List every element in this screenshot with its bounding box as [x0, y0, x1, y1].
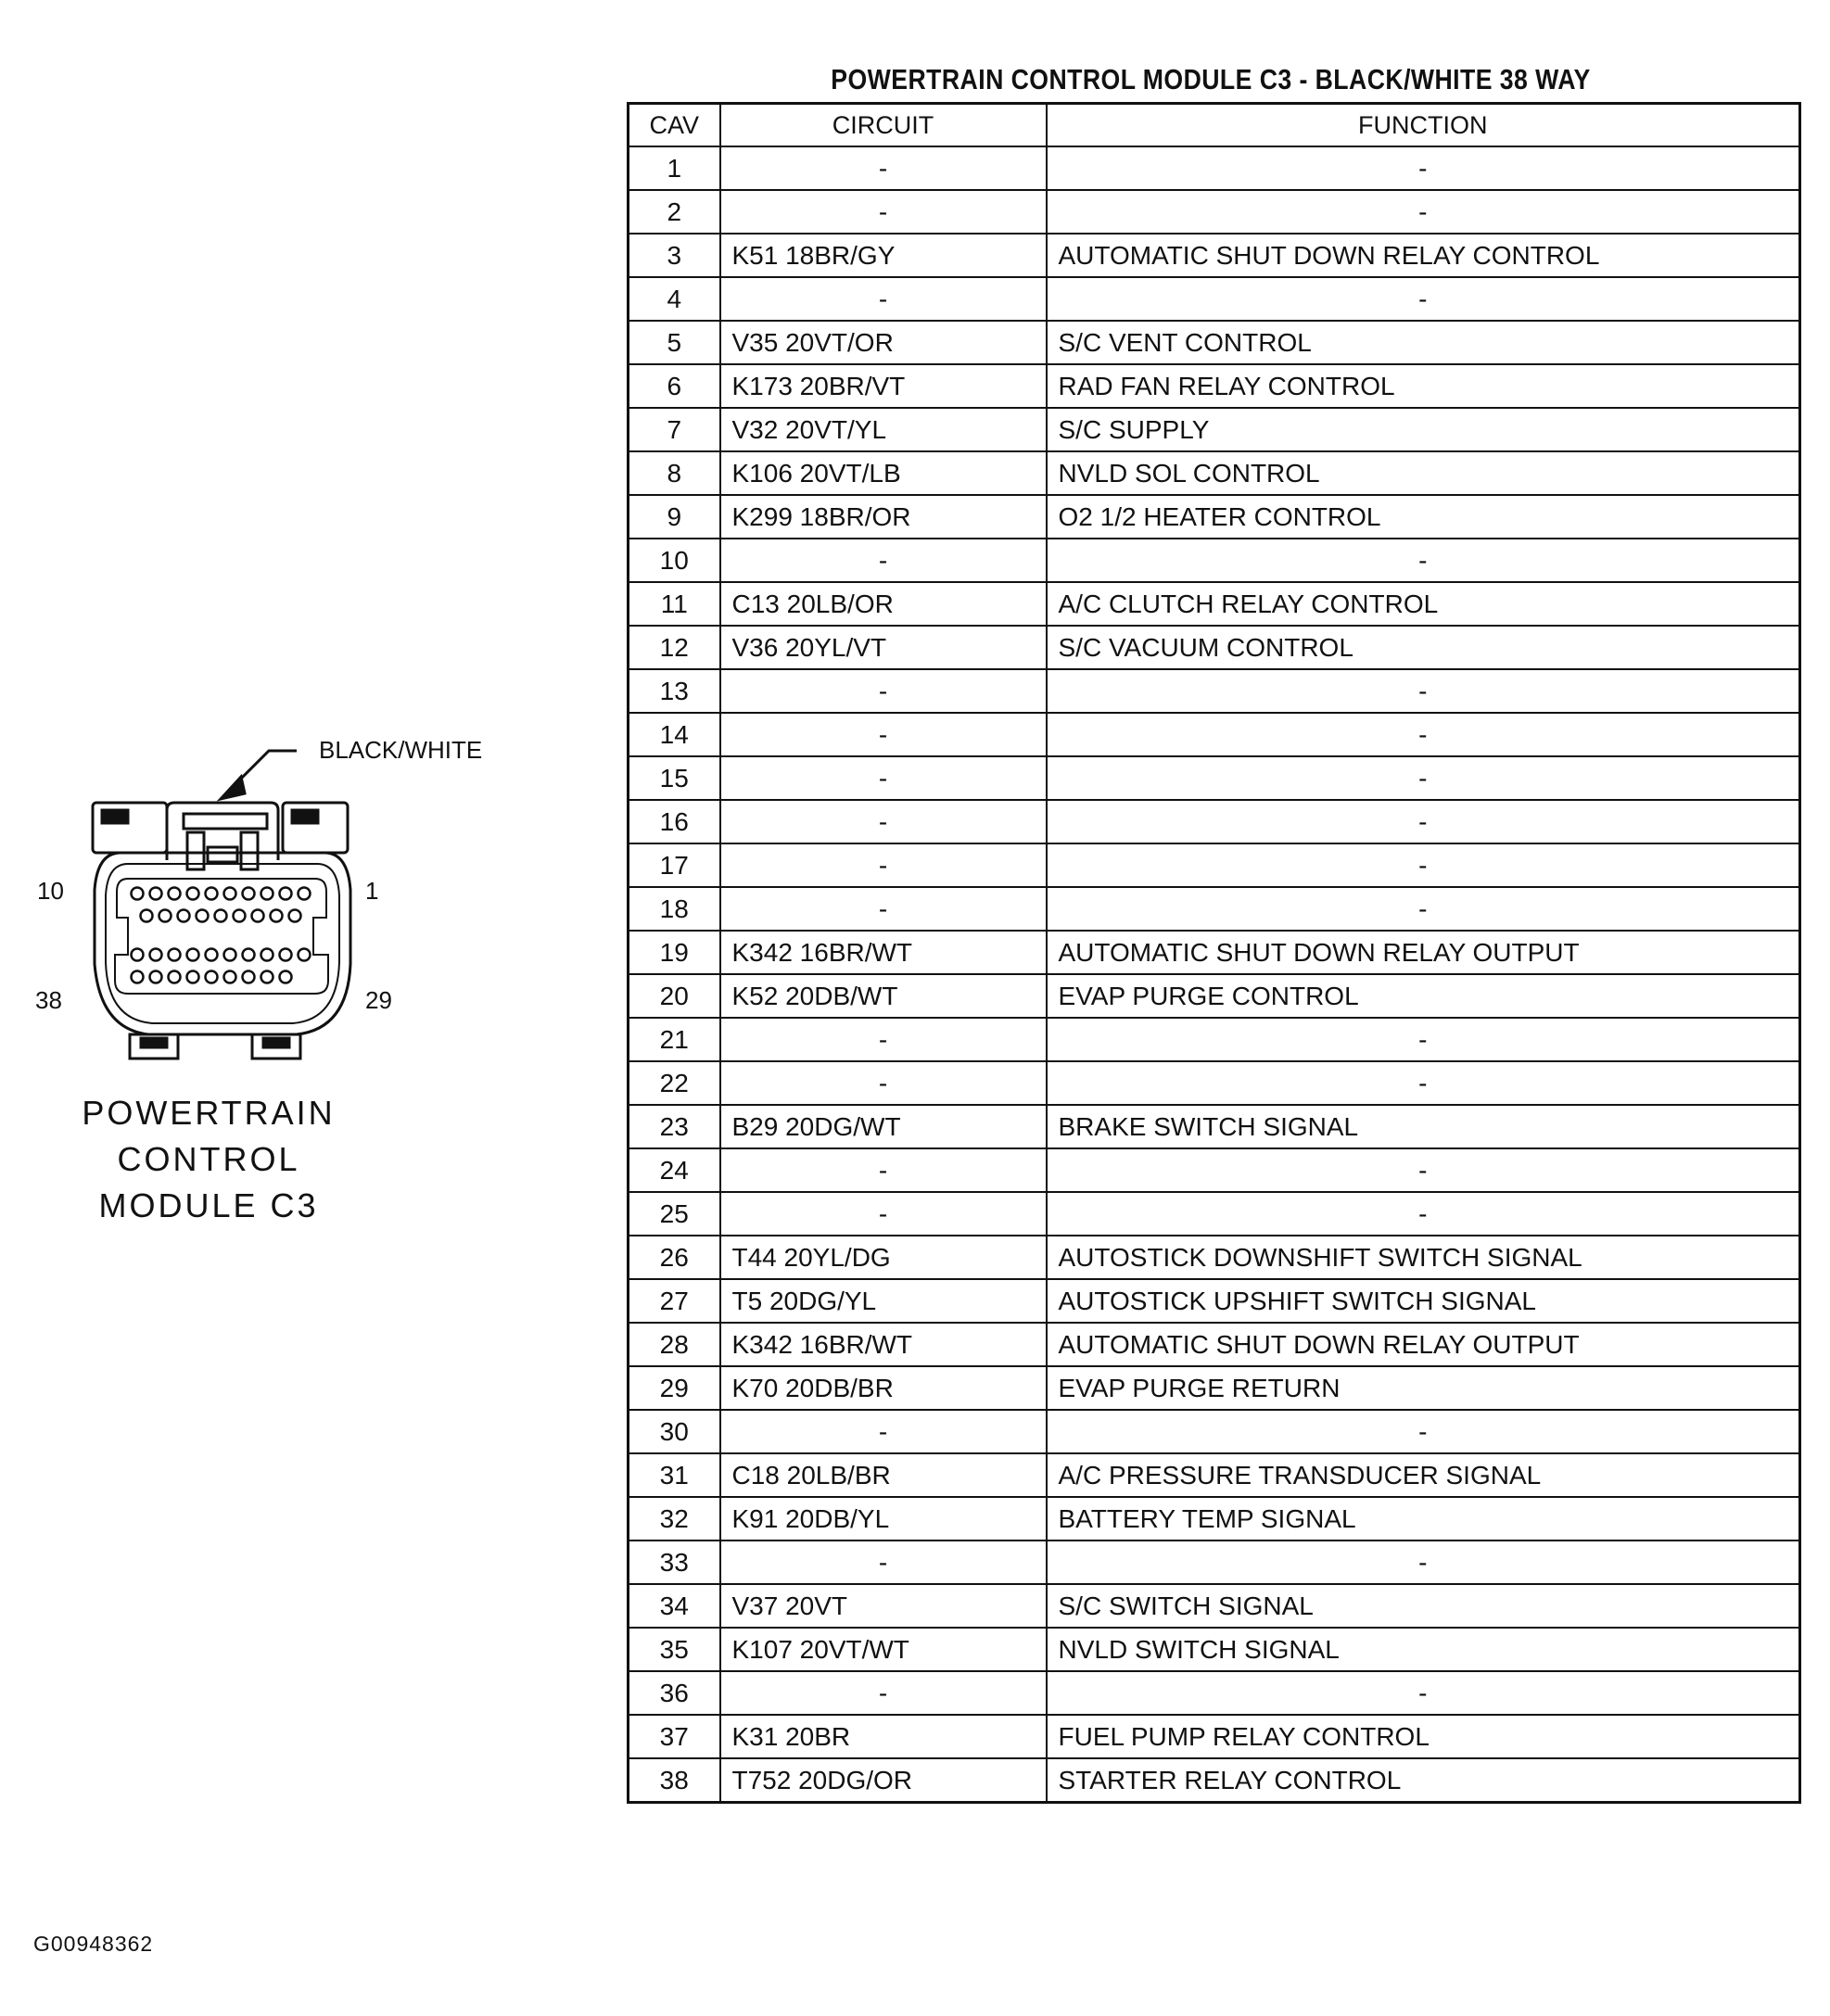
cav-cell: 17 — [629, 843, 720, 887]
function-cell: - — [1047, 146, 1800, 190]
cav-cell: 16 — [629, 800, 720, 843]
table-row — [629, 931, 1800, 974]
pin-dot — [252, 910, 264, 922]
pin-dot — [187, 949, 199, 961]
function-cell: AUTOMATIC SHUT DOWN RELAY OUTPUT — [1047, 1323, 1800, 1366]
table-row — [629, 1366, 1800, 1410]
circuit-cell: - — [720, 1541, 1047, 1584]
cav-cell: 5 — [629, 321, 720, 364]
pin-dot — [224, 888, 236, 900]
circuit-cell: V32 20VT/YL — [720, 408, 1047, 451]
circuit-cell: K31 20BR — [720, 1715, 1047, 1758]
table-row — [629, 582, 1800, 626]
circuit-cell: - — [720, 539, 1047, 582]
pin-dot — [178, 910, 190, 922]
cav-cell: 9 — [629, 495, 720, 539]
circuit-cell: K51 18BR/GY — [720, 234, 1047, 277]
table-row — [629, 1236, 1800, 1279]
cav-cell: 36 — [629, 1671, 720, 1715]
circuit-cell: K299 18BR/OR — [720, 495, 1047, 539]
pin-dot — [150, 971, 162, 983]
table-row — [629, 495, 1800, 539]
function-cell: - — [1047, 1061, 1800, 1105]
table-row — [629, 146, 1800, 190]
function-cell: EVAP PURGE CONTROL — [1047, 974, 1800, 1018]
function-cell: - — [1047, 756, 1800, 800]
cav-cell: 26 — [629, 1236, 720, 1279]
circuit-cell: T44 20YL/DG — [720, 1236, 1047, 1279]
function-cell: FUEL PUMP RELAY CONTROL — [1047, 1715, 1800, 1758]
pin-dot — [261, 888, 273, 900]
cav-cell: 18 — [629, 887, 720, 931]
pin-dot — [224, 949, 236, 961]
table-row — [629, 887, 1800, 931]
table-row — [629, 1061, 1800, 1105]
table-row — [629, 1584, 1800, 1628]
cav-cell: 14 — [629, 713, 720, 756]
pin-dot — [187, 971, 199, 983]
circuit-cell: - — [720, 1671, 1047, 1715]
function-cell: RAD FAN RELAY CONTROL — [1047, 364, 1800, 408]
function-cell: BRAKE SWITCH SIGNAL — [1047, 1105, 1800, 1148]
cav-cell: 29 — [629, 1366, 720, 1410]
cav-cell: 15 — [629, 756, 720, 800]
cav-cell: 19 — [629, 931, 720, 974]
cav-cell: 38 — [629, 1758, 720, 1803]
circuit-cell: - — [720, 277, 1047, 321]
circuit-cell: K52 20DB/WT — [720, 974, 1047, 1018]
function-cell: - — [1047, 1018, 1800, 1061]
circuit-cell: - — [720, 756, 1047, 800]
pin-dot — [206, 888, 218, 900]
function-cell: S/C SWITCH SIGNAL — [1047, 1584, 1800, 1628]
function-cell: S/C VACUUM CONTROL — [1047, 626, 1800, 669]
pin-dot — [224, 971, 236, 983]
cav-cell: 31 — [629, 1453, 720, 1497]
table-row — [629, 1715, 1800, 1758]
cav-cell: 35 — [629, 1628, 720, 1671]
pin-dot — [169, 971, 181, 983]
cav-cell: 13 — [629, 669, 720, 713]
circuit-cell: V35 20VT/OR — [720, 321, 1047, 364]
function-cell: - — [1047, 539, 1800, 582]
function-cell: - — [1047, 843, 1800, 887]
table-row — [629, 364, 1800, 408]
table-row — [629, 1105, 1800, 1148]
table-row — [629, 1279, 1800, 1323]
cav-cell: 24 — [629, 1148, 720, 1192]
pin-label-38: 38 — [35, 986, 62, 1014]
table-row — [629, 974, 1800, 1018]
function-cell: - — [1047, 277, 1800, 321]
pin-label-10: 10 — [37, 877, 64, 905]
pin-dot — [261, 949, 273, 961]
circuit-cell: K342 16BR/WT — [720, 931, 1047, 974]
cav-cell: 10 — [629, 539, 720, 582]
table-row — [629, 234, 1800, 277]
header-cav: CAV — [629, 104, 720, 147]
cav-cell: 28 — [629, 1323, 720, 1366]
callout-arrowhead — [221, 777, 245, 799]
table-row — [629, 1410, 1800, 1453]
function-cell: S/C SUPPLY — [1047, 408, 1800, 451]
circuit-cell: - — [720, 713, 1047, 756]
function-cell: S/C VENT CONTROL — [1047, 321, 1800, 364]
cav-cell: 37 — [629, 1715, 720, 1758]
table-row — [629, 1148, 1800, 1192]
pin-label-29: 29 — [365, 986, 392, 1014]
circuit-cell: K70 20DB/BR — [720, 1366, 1047, 1410]
pin-dot — [197, 910, 209, 922]
circuit-cell: - — [720, 1410, 1047, 1453]
table-header-row — [629, 104, 1800, 147]
cav-cell: 3 — [629, 234, 720, 277]
function-cell: AUTOSTICK UPSHIFT SWITCH SIGNAL — [1047, 1279, 1800, 1323]
function-cell: - — [1047, 800, 1800, 843]
table-row — [629, 843, 1800, 887]
pin-dot — [243, 888, 255, 900]
cav-cell: 2 — [629, 190, 720, 234]
circuit-cell: K106 20VT/LB — [720, 451, 1047, 495]
pin-dot — [243, 949, 255, 961]
table-row — [629, 408, 1800, 451]
table-row — [629, 1628, 1800, 1671]
pin-dot — [132, 949, 144, 961]
pin-dot — [299, 888, 311, 900]
cav-cell: 1 — [629, 146, 720, 190]
function-cell: - — [1047, 713, 1800, 756]
pin-dot — [243, 971, 255, 983]
pin-dot — [280, 888, 292, 900]
table-row — [629, 321, 1800, 364]
cav-cell: 32 — [629, 1497, 720, 1541]
function-cell: BATTERY TEMP SIGNAL — [1047, 1497, 1800, 1541]
circuit-cell: T752 20DG/OR — [720, 1758, 1047, 1803]
table-row — [629, 190, 1800, 234]
pin-dot — [132, 971, 144, 983]
table-row — [629, 756, 1800, 800]
cav-cell: 11 — [629, 582, 720, 626]
function-cell: A/C PRESSURE TRANSDUCER SIGNAL — [1047, 1453, 1800, 1497]
table-row — [629, 1323, 1800, 1366]
pin-dot — [150, 949, 162, 961]
pin-dot — [299, 949, 311, 961]
table-row — [629, 713, 1800, 756]
connector-housing — [95, 853, 350, 1034]
pin-dot — [206, 971, 218, 983]
header-function: FUNCTION — [1047, 104, 1800, 147]
connector-caption — [56, 1090, 362, 1229]
pin-dot — [234, 910, 246, 922]
pin-dot — [141, 910, 153, 922]
caption-line-2: CONTROL — [117, 1140, 300, 1178]
pinout-table — [627, 102, 1801, 1804]
pin-dot — [132, 888, 144, 900]
cav-cell: 33 — [629, 1541, 720, 1584]
function-cell: - — [1047, 1148, 1800, 1192]
figure-id: G00948362 — [33, 1932, 154, 1956]
function-cell: NVLD SOL CONTROL — [1047, 451, 1800, 495]
caption-line-1: POWERTRAIN — [82, 1094, 336, 1132]
circuit-cell: V37 20VT — [720, 1584, 1047, 1628]
pinout-body — [629, 146, 1800, 1803]
function-cell: - — [1047, 1192, 1800, 1236]
function-cell: - — [1047, 1410, 1800, 1453]
function-cell: EVAP PURGE RETURN — [1047, 1366, 1800, 1410]
pin-dot — [187, 888, 199, 900]
table-row — [629, 800, 1800, 843]
table-row — [629, 1758, 1800, 1803]
table-row — [629, 1497, 1800, 1541]
cav-cell: 23 — [629, 1105, 720, 1148]
circuit-cell: C18 20LB/BR — [720, 1453, 1047, 1497]
circuit-cell: K91 20DB/YL — [720, 1497, 1047, 1541]
pin-dot — [206, 949, 218, 961]
circuit-cell: C13 20LB/OR — [720, 582, 1047, 626]
function-cell: - — [1047, 887, 1800, 931]
table-row — [629, 451, 1800, 495]
cav-cell: 22 — [629, 1061, 720, 1105]
circuit-cell: - — [720, 887, 1047, 931]
connector-diagram — [19, 732, 482, 1084]
circuit-cell: - — [720, 669, 1047, 713]
pin-dot — [159, 910, 172, 922]
function-cell: O2 1/2 HEATER CONTROL — [1047, 495, 1800, 539]
pin-dot — [169, 888, 181, 900]
pin-dot — [271, 910, 283, 922]
circuit-cell: - — [720, 800, 1047, 843]
table-row — [629, 626, 1800, 669]
cav-cell: 25 — [629, 1192, 720, 1236]
pin-dots — [132, 888, 311, 983]
table-row — [629, 669, 1800, 713]
circuit-cell: - — [720, 190, 1047, 234]
pin-dot — [215, 910, 227, 922]
circuit-cell: - — [720, 843, 1047, 887]
function-cell: - — [1047, 1541, 1800, 1584]
function-cell: - — [1047, 669, 1800, 713]
circuit-cell: V36 20YL/VT — [720, 626, 1047, 669]
table-row — [629, 1541, 1800, 1584]
function-cell: - — [1047, 190, 1800, 234]
function-cell: - — [1047, 1671, 1800, 1715]
cav-cell: 4 — [629, 277, 720, 321]
table-row — [629, 539, 1800, 582]
function-cell: NVLD SWITCH SIGNAL — [1047, 1628, 1800, 1671]
table-row — [629, 1018, 1800, 1061]
cav-cell: 34 — [629, 1584, 720, 1628]
table-row — [629, 1453, 1800, 1497]
circuit-cell: - — [720, 1192, 1047, 1236]
cav-cell: 8 — [629, 451, 720, 495]
circuit-cell: - — [720, 1018, 1047, 1061]
cav-cell: 21 — [629, 1018, 720, 1061]
circuit-cell: B29 20DG/WT — [720, 1105, 1047, 1148]
pin-dot — [150, 888, 162, 900]
caption-line-3: MODULE C3 — [98, 1186, 319, 1224]
pin-dot — [169, 949, 181, 961]
circuit-cell: T5 20DG/YL — [720, 1279, 1047, 1323]
pin-dot — [280, 971, 292, 983]
header-circuit: CIRCUIT — [720, 104, 1047, 147]
function-cell: AUTOSTICK DOWNSHIFT SWITCH SIGNAL — [1047, 1236, 1800, 1279]
cav-cell: 27 — [629, 1279, 720, 1323]
table-row — [629, 277, 1800, 321]
table-row — [629, 1192, 1800, 1236]
cav-cell: 30 — [629, 1410, 720, 1453]
circuit-cell: K173 20BR/VT — [720, 364, 1047, 408]
circuit-cell: K342 16BR/WT — [720, 1323, 1047, 1366]
cav-cell: 20 — [629, 974, 720, 1018]
circuit-cell: - — [720, 1061, 1047, 1105]
circuit-cell: - — [720, 1148, 1047, 1192]
pin-dot — [261, 971, 273, 983]
cav-cell: 6 — [629, 364, 720, 408]
function-cell: AUTOMATIC SHUT DOWN RELAY OUTPUT — [1047, 931, 1800, 974]
pin-label-1: 1 — [365, 877, 379, 905]
page-title: POWERTRAIN CONTROL MODULE C3 - BLACK/WHITE 38 WAY — [831, 63, 1591, 95]
pin-cavity — [115, 879, 328, 994]
cav-cell: 12 — [629, 626, 720, 669]
circuit-cell: K107 20VT/WT — [720, 1628, 1047, 1671]
circuit-cell: - — [720, 146, 1047, 190]
pin-dot — [280, 949, 292, 961]
cav-cell: 7 — [629, 408, 720, 451]
pin-dot — [289, 910, 301, 922]
function-cell: A/C CLUTCH RELAY CONTROL — [1047, 582, 1800, 626]
function-cell: STARTER RELAY CONTROL — [1047, 1758, 1800, 1803]
function-cell: AUTOMATIC SHUT DOWN RELAY CONTROL — [1047, 234, 1800, 277]
table-row — [629, 1671, 1800, 1715]
color-callout-label: BLACK/WHITE — [319, 736, 482, 764]
